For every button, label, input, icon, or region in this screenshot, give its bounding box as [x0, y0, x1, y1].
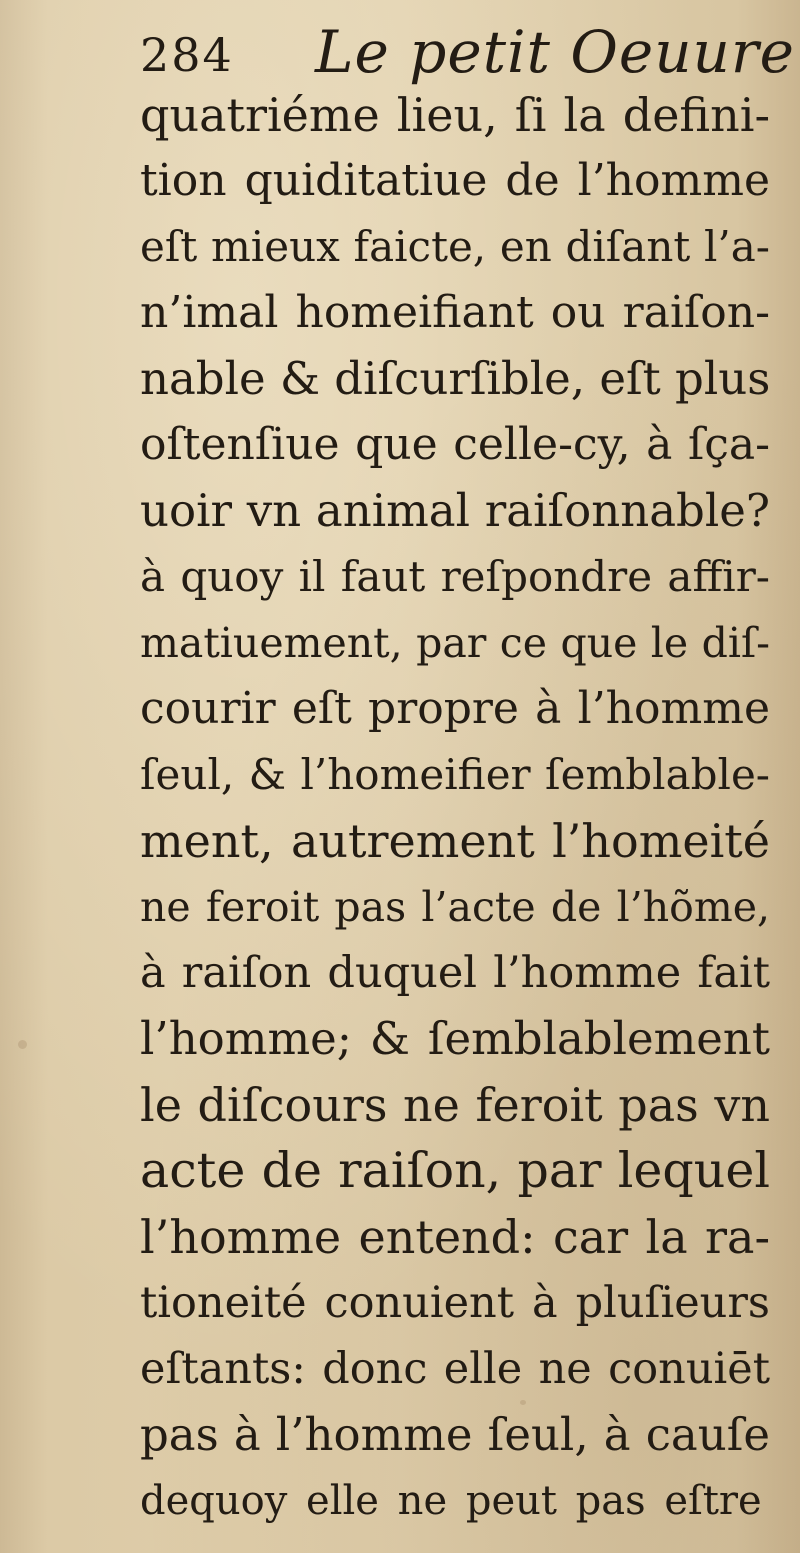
text-line: eſtants: donc elle ne conuiēt: [140, 1344, 770, 1394]
text-line: tion quiditatiue de l’homme: [140, 155, 770, 206]
text-line: acte de raiſon, par lequel: [140, 1142, 770, 1199]
page-header: [140, 14, 795, 86]
text-line: le diſcours ne feroit pas vn: [140, 1078, 770, 1132]
page-number: 284: [140, 28, 234, 82]
text-line: ſeul, & l’homeifier ſemblable-: [140, 750, 770, 799]
text-line: eſt mieux faicte, en diſant l’a-: [140, 222, 770, 271]
paper-stain: [18, 1040, 27, 1049]
text-line: pas à l’homme ſeul, à cauſe: [140, 1408, 770, 1461]
body-text: [140, 82, 770, 1534]
text-line: n’imal homeifiant ou raiſon-: [140, 287, 770, 338]
text-line: courir eſt propre à l’homme: [140, 683, 770, 734]
running-title: Le petit Oeuure: [315, 18, 795, 86]
text-line: dequoy elle ne peut pas eſtre: [140, 1478, 762, 1524]
text-line: uoir vn animal raiſonnable?: [140, 484, 770, 537]
text-line: quatriéme lieu, ſi la defini-: [140, 88, 770, 142]
text-line: nable & diſcurſible, eſt plus: [140, 352, 771, 405]
text-line: l’homme entend: car la ra-: [140, 1210, 770, 1264]
text-line: l’homme; & ſemblablement: [140, 1012, 770, 1065]
text-line: ne feroit pas l’acte de l’hõme,: [140, 883, 770, 931]
text-line: ment, autrement l’homeité: [140, 814, 770, 868]
text-line: matiuement, par ce que le diſ-: [140, 619, 770, 667]
text-line: à raiſon duquel l’homme fait: [140, 948, 770, 998]
text-line: oſtenſiue que celle-cy, à ſça-: [140, 419, 770, 470]
text-line: à quoy il faut reſpondre affir-: [140, 552, 770, 601]
text-line: tioneité conuient à pluſieurs: [140, 1278, 770, 1328]
